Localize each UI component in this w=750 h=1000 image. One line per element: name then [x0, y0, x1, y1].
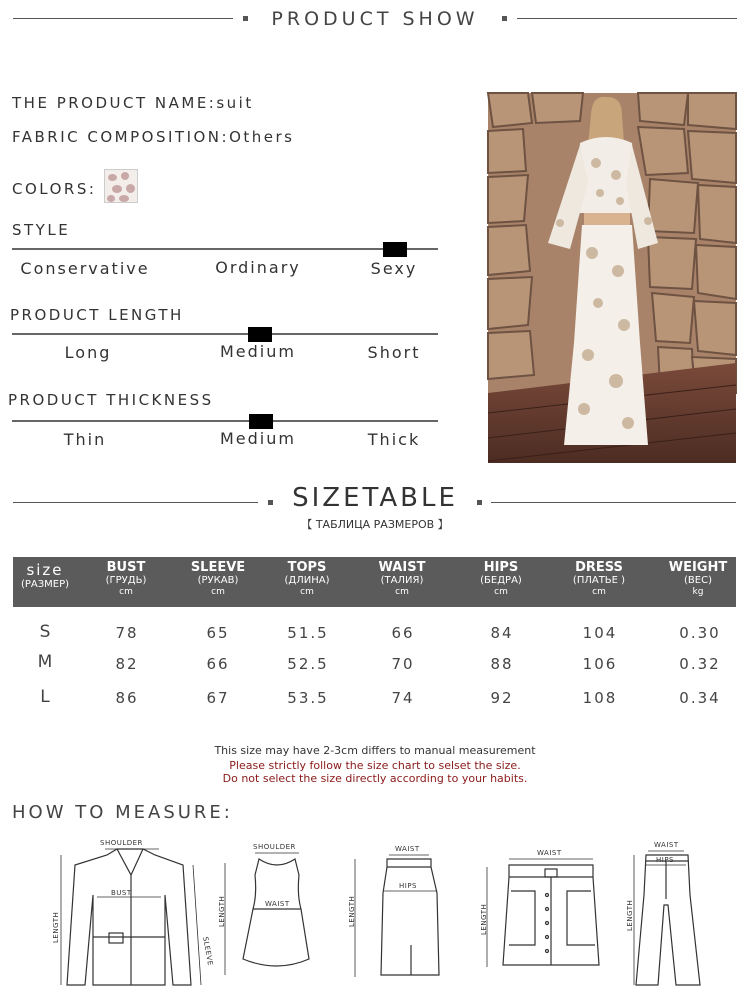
- cell-waist: 70: [391, 655, 415, 673]
- cell-size: L: [40, 687, 52, 707]
- skirt-waist-label: WAIST: [395, 845, 420, 853]
- shorts-measure-diagram: [475, 835, 600, 985]
- size-table-header: [13, 557, 736, 607]
- header-sleeve: [173, 557, 263, 607]
- product-name: THE PRODUCT NAME:suit: [12, 94, 254, 112]
- header-bust-unit: cm: [119, 587, 133, 597]
- skirt-length-label: LENGTH: [348, 895, 356, 927]
- length-title: PRODUCT LENGTH: [10, 306, 184, 324]
- header-sleeve-unit: cm: [211, 587, 225, 597]
- cell-weight: 0.30: [679, 624, 721, 642]
- jacket-length-label: LENGTH: [52, 911, 60, 943]
- header-dress-sub: (ПЛАТЬЕ ): [572, 575, 626, 586]
- header-sleeve-sub: (РУКАВ): [197, 575, 239, 586]
- header-waist-sub: (ТАЛИЯ): [380, 575, 424, 586]
- cell-sleeve: 66: [206, 655, 230, 673]
- cell-sleeve: 67: [206, 689, 230, 707]
- cell-tops: 52.5: [287, 655, 329, 673]
- length-label-long: Long: [64, 343, 112, 362]
- header-waist-unit: cm: [395, 587, 409, 597]
- thickness-scale-line: [12, 420, 438, 422]
- style-scale-line: [12, 248, 438, 250]
- style-label-conservative: Conservative: [20, 259, 150, 278]
- shorts-waist-label: WAIST: [537, 849, 562, 857]
- sizetable-title: SIZETABLE: [292, 483, 458, 513]
- header-size: [13, 557, 77, 607]
- dress-waist-label: WAIST: [265, 900, 290, 908]
- header-hips-main: HIPS: [483, 560, 519, 575]
- cell-weight: 0.32: [679, 655, 721, 673]
- jacket-measure-diagram: [45, 835, 215, 995]
- header-bust: [81, 557, 171, 607]
- header-size-sub: (РАЗМЕР): [20, 579, 70, 590]
- header-bust-sub: (ГРУДЬ): [105, 575, 147, 586]
- header-tops-unit: cm: [300, 587, 314, 597]
- header-dress: [554, 557, 644, 607]
- header-hips-unit: cm: [494, 587, 508, 597]
- dress-measure-diagram: [215, 835, 315, 985]
- pants-length-label: LENGTH: [626, 899, 634, 931]
- header-weight: [653, 557, 743, 607]
- dress-length-label: LENGTH: [218, 895, 226, 927]
- header-hips-sub: (БЕДРА): [480, 575, 522, 586]
- header-waist-main: WAIST: [378, 560, 426, 575]
- pants-waist-label: WAIST: [654, 841, 679, 849]
- dress-shoulder-label: SHOULDER: [253, 843, 296, 851]
- length-scale-line: [12, 333, 438, 335]
- cell-tops: 51.5: [287, 624, 329, 642]
- sizetable-subtitle: 【 ТАБЛИЦА РАЗМЕРОВ 】: [301, 518, 449, 531]
- product-photo: [488, 93, 736, 463]
- header-dot-right: [502, 16, 507, 21]
- thickness-label-medium: Medium: [220, 429, 296, 448]
- cell-bust: 82: [115, 655, 139, 673]
- length-label-medium: Medium: [220, 342, 296, 361]
- cell-tops: 53.5: [287, 689, 329, 707]
- cell-waist: 74: [391, 689, 415, 707]
- shorts-length-label: LENGTH: [480, 903, 488, 935]
- thickness-marker: [249, 414, 273, 429]
- header-bust-main: BUST: [106, 560, 146, 575]
- cell-hips: 92: [490, 689, 514, 707]
- header-sleeve-main: SLEEVE: [190, 560, 246, 575]
- cell-dress: 108: [582, 689, 618, 707]
- thickness-title: PRODUCT THICKNESS: [8, 391, 214, 409]
- header-tops: [262, 557, 352, 607]
- thickness-label-thick: Thick: [367, 430, 421, 449]
- header-size-main: size: [26, 561, 64, 579]
- product-photo-illustration: [488, 93, 736, 463]
- cell-size: S: [39, 622, 53, 642]
- cell-dress: 106: [582, 655, 618, 673]
- sizetable-dot-right: [477, 500, 482, 505]
- header-waist: [357, 557, 447, 607]
- page-title: PRODUCT SHOW: [271, 8, 479, 30]
- header-weight-unit: kg: [692, 587, 704, 597]
- cell-size: M: [37, 652, 55, 672]
- cell-weight: 0.34: [679, 689, 721, 707]
- pants-hips-label: HIPS: [656, 856, 674, 864]
- cell-hips: 84: [490, 624, 514, 642]
- style-title: STYLE: [12, 221, 71, 239]
- note-measurement: This size may have 2-3cm differs to manual measurement: [214, 744, 536, 757]
- note-follow-chart: Please strictly follow the size chart to selset the size.: [229, 759, 521, 772]
- skirt-hips-label: HIPS: [399, 882, 417, 890]
- length-label-short: Short: [367, 343, 421, 362]
- cell-hips: 88: [490, 655, 514, 673]
- header-tops-main: TOPS: [287, 560, 327, 575]
- header-dress-main: DRESS: [575, 560, 623, 575]
- cell-bust: 86: [115, 689, 139, 707]
- cell-bust: 78: [115, 624, 139, 642]
- color-swatch-white-lace[interactable]: [104, 169, 138, 203]
- length-marker: [248, 327, 272, 342]
- header-dress-unit: cm: [592, 587, 606, 597]
- colors-label: COLORS:: [12, 180, 97, 198]
- how-to-measure-title: HOW TO MEASURE:: [12, 802, 233, 823]
- pants-measure-diagram: [620, 835, 730, 995]
- header-weight-main: WEIGHT: [668, 560, 728, 575]
- header-hips: [456, 557, 546, 607]
- cell-waist: 66: [391, 624, 415, 642]
- fabric-composition: FABRIC COMPOSITION:Others: [12, 128, 295, 146]
- cell-sleeve: 65: [206, 624, 230, 642]
- style-marker: [383, 242, 407, 257]
- jacket-bust-label: BUST: [111, 889, 132, 897]
- style-label-ordinary: Ordinary: [215, 258, 301, 277]
- skirt-measure-diagram: [345, 835, 445, 985]
- header-tops-sub: (ДЛИНА): [284, 575, 330, 586]
- thickness-label-thin: Thin: [63, 430, 107, 449]
- header-weight-sub: (ВЕС): [684, 575, 712, 586]
- cell-dress: 104: [582, 624, 618, 642]
- header-rule-right: [517, 18, 737, 19]
- note-habits: Do not select the size directly according to your habits.: [222, 772, 528, 785]
- jacket-sleeve-label: SLEEVE: [201, 936, 215, 967]
- jacket-shoulder-label: SHOULDER: [100, 839, 143, 847]
- sizetable-rule-right: [491, 502, 736, 503]
- style-label-sexy: Sexy: [370, 259, 418, 278]
